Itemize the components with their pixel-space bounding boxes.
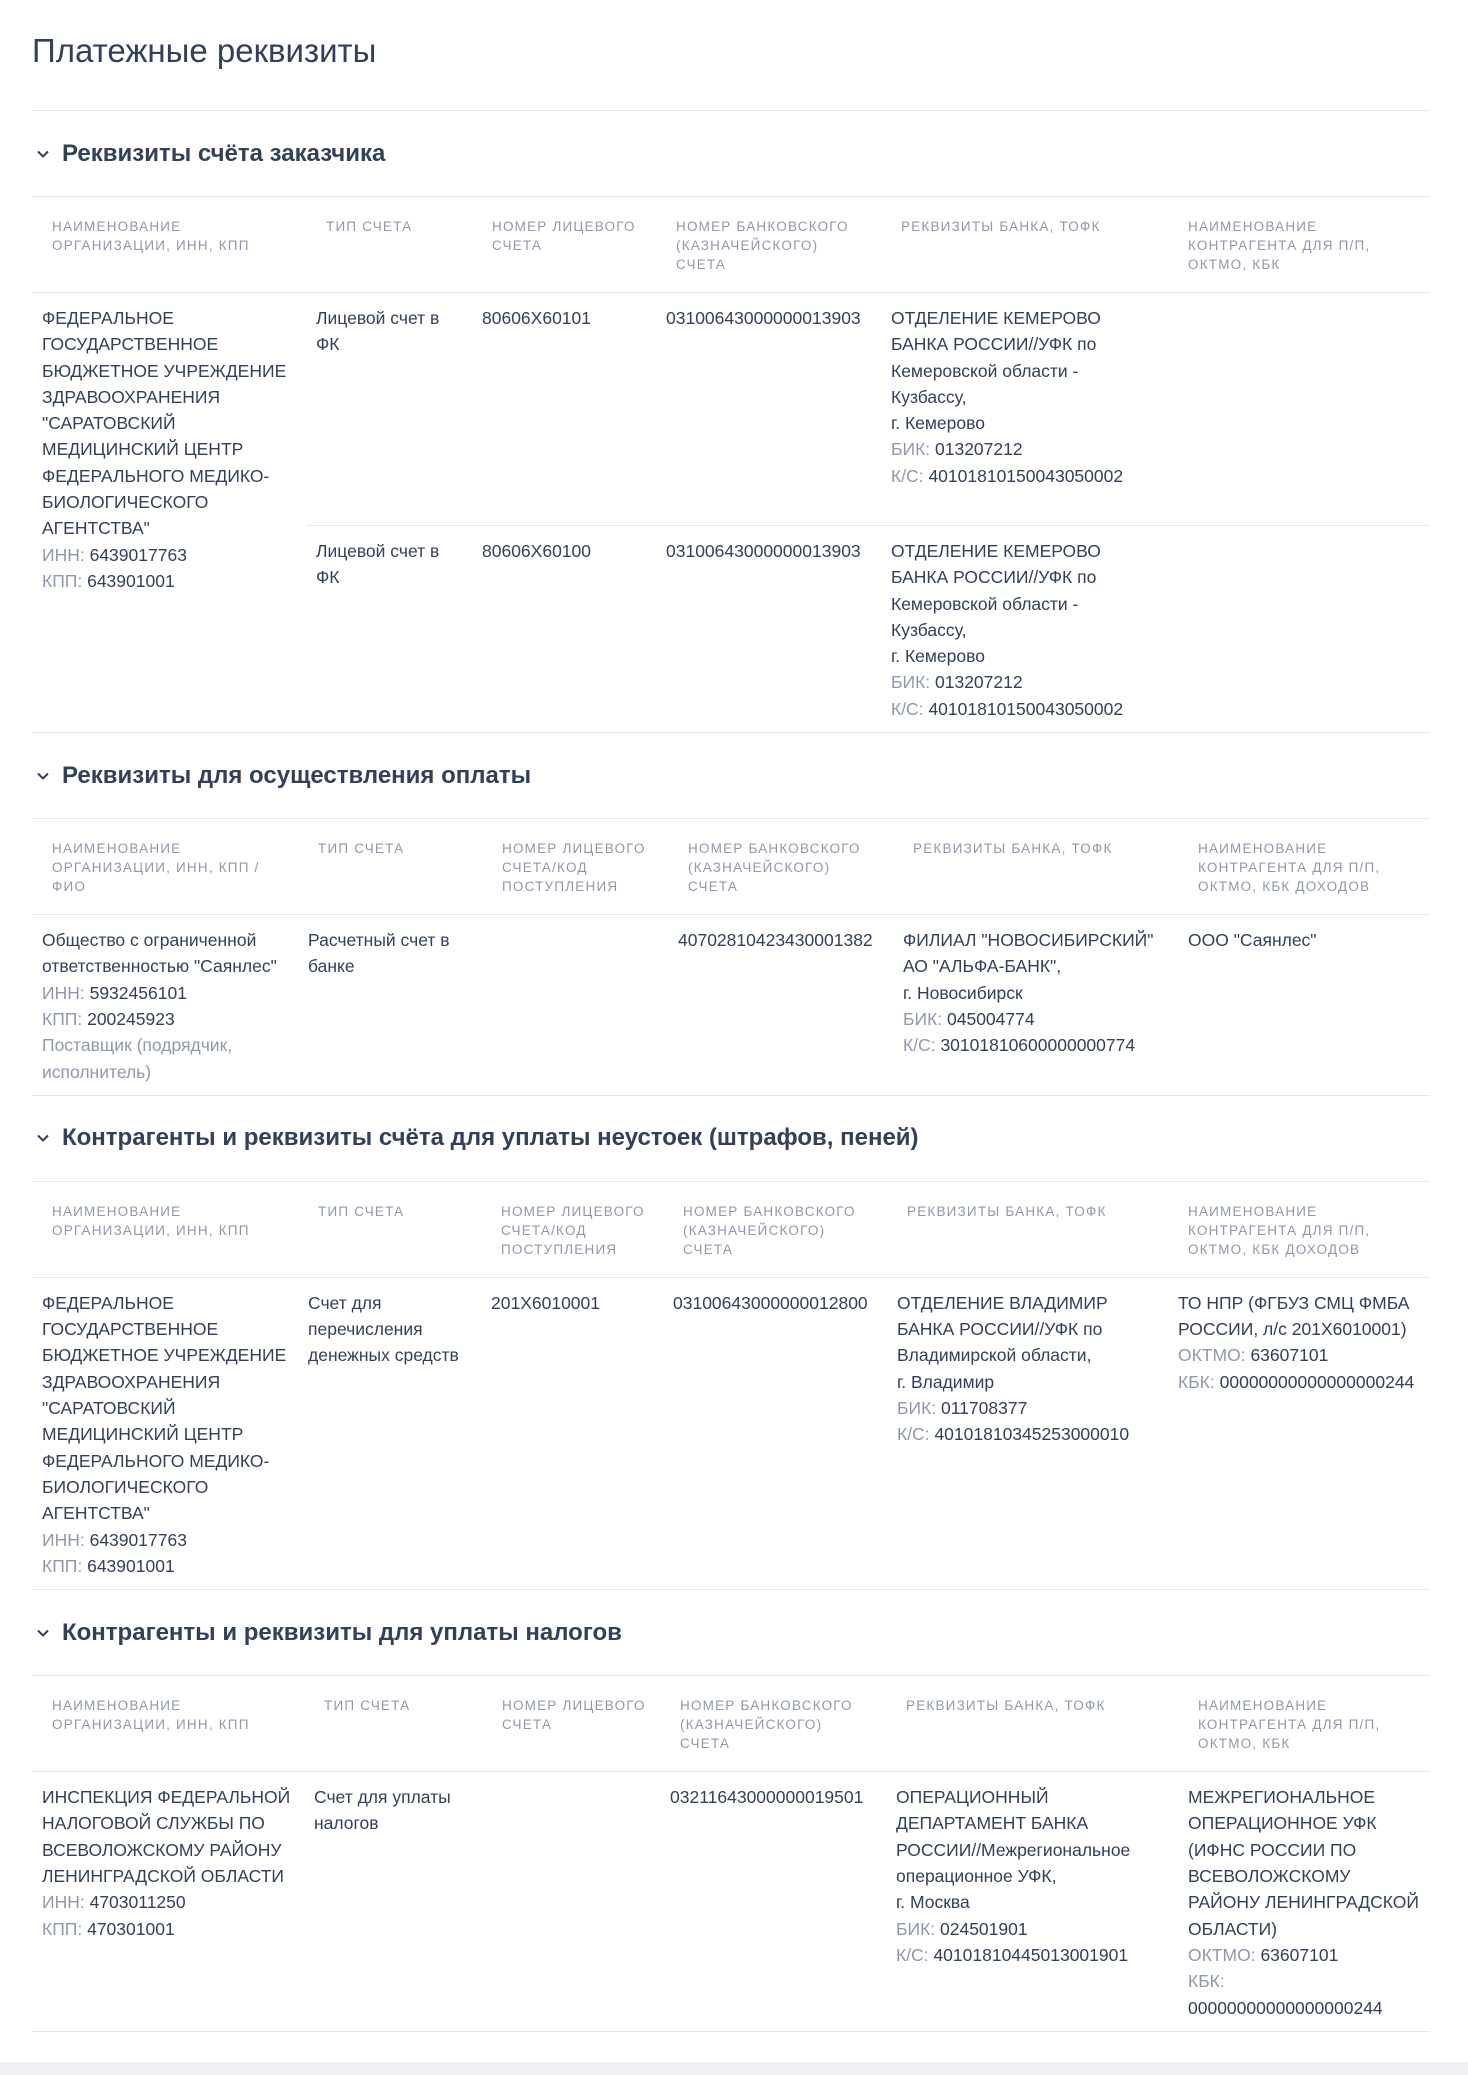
payment-details-page [32,0,1430,2032]
kpp-value: 643901001 [87,570,175,591]
chevron-down-icon[interactable] [32,765,54,787]
personal-account [482,915,668,1095]
counterparty-cell [1178,915,1430,1095]
column-header: РЕКВИЗИТЫ БАНКА, ТОФК [881,197,1168,293]
column-header: НАИМЕНОВАНИЕ КОНТРАГЕНТА ДЛЯ П/П, ОКТМО, КБК ДОХОДОВ [1178,819,1430,915]
column-header: НОМЕР ЛИЦЕВОГО СЧЕТА/КОД ПОСТУПЛЕНИЯ [482,819,668,915]
inn-label: ИНН: [42,982,85,1003]
kpp-value: 643901001 [87,1555,175,1576]
bank-name: ОПЕРАЦИОННЫЙ ДЕПАРТАМЕНТ БАНКА РОССИИ//Межрегиональное операционное УФК, [896,1787,1131,1887]
counterparty-cell [1178,1772,1430,2031]
column-header: НОМЕР БАНКОВСКОГО (КАЗНАЧЕЙСКОГО) СЧЕТА [668,819,893,915]
bik-value: 013207212 [935,672,1023,693]
account-type: Расчетный счет в банке [308,930,450,977]
bank-city: г. Кемерово [891,413,985,434]
table-row [32,1772,1430,2031]
bik-label: БИК: [903,1008,943,1029]
column-header: НОМЕР БАНКОВСКОГО (КАЗНАЧЕЙСКОГО) СЧЕТА [663,1182,887,1278]
details-table [32,1676,1430,2031]
section-header[interactable] [32,1096,1430,1182]
counterparty-name: ТО НПР (ФГБУЗ СМЦ ФМБА РОССИИ, л/с 201Х6010001) [1178,1292,1410,1340]
ks-value: 40101810445013001901 [933,1944,1129,1965]
details-table [32,197,1430,732]
inn-label: ИНН: [42,1892,85,1913]
footer-bar [0,2062,1468,2075]
personal-account: 80606Х60101 [482,308,591,328]
oktmo-label: ОКТМО: [1188,1944,1256,1965]
column-header: РЕКВИЗИТЫ БАНКА, ТОФК [886,1676,1178,1772]
ks-label: К/С: [903,1035,936,1056]
account-type: Счет для уплаты налогов [314,1787,451,1834]
ks-value: 30101810600000000774 [940,1035,1136,1056]
bik-label: БИК: [896,1918,936,1939]
oktmo-label: ОКТМО: [1178,1345,1246,1366]
column-header: НОМЕР ЛИЦЕВОГО СЧЕТА [482,1676,660,1772]
bik-value: 045004774 [947,1008,1035,1029]
column-header: НАИМЕНОВАНИЕ ОРГАНИЗАЦИИ, ИНН, КПП [32,1182,298,1278]
section-title: Контрагенты и реквизиты счёта для уплаты неустоек (штрафов, пеней) [62,1124,919,1152]
section-customer-account [32,111,1430,733]
counterparty-name: ООО "Саянлес" [1188,930,1317,951]
chevron-down-icon[interactable] [32,1127,54,1149]
oktmo-value: 63607101 [1260,1944,1339,1965]
section-header[interactable] [32,733,1430,819]
bik-label: БИК: [897,1398,937,1419]
org-name: ИНСПЕКЦИЯ ФЕДЕРАЛЬНОЙ НАЛОГОВОЙ СЛУЖБЫ ПО ВСЕВОЛОЖСКОМУ РАЙОНУ ЛЕНИНГРАДСКОЙ ОБЛАСТИ [42,1787,291,1887]
section-title: Реквизиты для осуществления оплаты [62,761,532,789]
org-cell [32,915,298,1095]
account-type: Счет для перечисления денежных средств [308,1292,459,1366]
personal-account [482,1772,660,2031]
kpp-label: КПП: [42,1918,83,1939]
ks-label: К/С: [891,698,924,719]
org-name: ФЕДЕРАЛЬНОЕ ГОСУДАРСТВЕННОЕ БЮДЖЕТНОЕ УЧРЕЖДЕНИЕ ЗДРАВООХРАНЕНИЯ "САРАТОВСКИЙ МЕДИЦИНСКИЙ ЦЕНТР ФЕДЕРАЛЬНОГО МЕДИКО-БИОЛОГИЧЕСКОГО АГЕНТСТВА" [42,308,287,539]
account-type: Лицевой счет в ФК [316,308,440,355]
personal-account: 80606Х60100 [472,526,656,733]
kbk-value: 00000000000000000244 [1219,1371,1415,1392]
inn-value: 5932456101 [89,982,187,1003]
bank-account: 03100643000000012800 [673,1292,868,1313]
bank-city: г. Москва [896,1892,970,1913]
bank-city: г. Владимир [897,1371,995,1392]
kpp-label: КПП: [42,570,83,591]
bik-value: 013207212 [935,439,1023,460]
counterparty-cell [1168,1277,1430,1589]
table-row [32,915,1430,1095]
kpp-label: КПП: [42,1008,83,1029]
kbk-label: КБК: [1188,1971,1225,1992]
bank-details [887,1277,1168,1589]
page-title: Платежные реквизиты [32,0,1430,111]
org-cell [32,1772,304,2031]
bank-details [886,1772,1178,2031]
section-title: Контрагенты и реквизиты для уплаты налогов [62,1618,622,1646]
inn-value: 6439017763 [89,544,187,565]
ks-label: К/С: [891,465,924,486]
inn-label: ИНН: [42,544,85,565]
section-penalties [32,1096,1430,1590]
ks-label: К/С: [897,1424,930,1445]
section-payment-details [32,733,1430,1096]
column-header: ТИП СЧЕТА [306,197,472,293]
kpp-label: КПП: [42,1555,83,1576]
bank-account: 03211643000000019501 [670,1787,864,1808]
section-header[interactable] [32,111,1430,197]
table-row [32,1277,1430,1589]
kbk-value: 00000000000000000244 [1188,1997,1383,2018]
personal-account: 201Х6010001 [491,1292,600,1313]
column-header: НАИМЕНОВАНИЕ ОРГАНИЗАЦИИ, ИНН, КПП [32,1676,304,1772]
details-table [32,819,1430,1095]
chevron-down-icon[interactable] [32,143,54,165]
column-header: ТИП СЧЕТА [298,1182,481,1278]
bank-details [881,293,1168,526]
section-header[interactable] [32,1590,1430,1676]
bank-details [881,526,1168,733]
bank-city: г. Кемерово [891,646,985,667]
bank-name: ОТДЕЛЕНИЕ ВЛАДИМИР БАНКА РОССИИ//УФК по Владимирской области, [897,1292,1108,1366]
kpp-value: 200245923 [87,1008,175,1029]
column-header: НАИМЕНОВАНИЕ КОНТРАГЕНТА ДЛЯ П/П, ОКТМО, КБК [1168,197,1430,293]
bank-name: ОТДЕЛЕНИЕ КЕМЕРОВО БАНКА РОССИИ//УФК по Кемеровской области - Кузбассу, [891,541,1101,640]
bank-account: 40702810423430001382 [678,930,873,951]
kpp-value: 470301001 [87,1918,175,1939]
column-header: НАИМЕНОВАНИЕ КОНТРАГЕНТА ДЛЯ П/П, ОКТМО, КБК [1178,1676,1430,1772]
bik-value: 011708377 [941,1398,1028,1419]
column-header: НАИМЕНОВАНИЕ ОРГАНИЗАЦИИ, ИНН, КПП [32,197,306,293]
org-role: Поставщик (подрядчик, исполнитель) [42,1035,233,1082]
org-cell [32,293,306,733]
column-header: РЕКВИЗИТЫ БАНКА, ТОФК [893,819,1178,915]
section-taxes [32,1590,1430,2032]
org-name: ФЕДЕРАЛЬНОЕ ГОСУДАРСТВЕННОЕ БЮДЖЕТНОЕ УЧРЕЖДЕНИЕ ЗДРАВООХРАНЕНИЯ "САРАТОВСКИЙ МЕДИЦИНСКИЙ ЦЕНТР ФЕДЕРАЛЬНОГО МЕДИКО-БИОЛОГИЧЕСКОГО АГЕНТСТВА" [42,1292,287,1524]
account-type: Лицевой счет в ФК [306,526,472,733]
column-header: ТИП СЧЕТА [298,819,482,915]
column-header: НАИМЕНОВАНИЕ КОНТРАГЕНТА ДЛЯ П/П, ОКТМО, КБК ДОХОДОВ [1168,1182,1430,1278]
org-cell [32,1277,298,1589]
counterparty-cell [1168,293,1430,526]
ks-value: 40101810150043050002 [928,698,1124,719]
ks-value: 40101810150043050002 [928,465,1124,486]
column-header: НОМЕР ЛИЦЕВОГО СЧЕТА [472,197,656,293]
ks-label: К/С: [896,1944,929,1965]
org-name: Общество с ограниченной ответственностью "Саянлес" [42,930,277,977]
column-header: ТИП СЧЕТА [304,1676,482,1772]
bik-label: БИК: [891,672,931,693]
bank-city: г. Новосибирск [903,982,1023,1003]
bank-account: 03100643000000013903 [666,308,861,328]
bank-name: ФИЛИАЛ "НОВОСИБИРСКИЙ" АО "АЛЬФА-БАНК", [903,930,1154,977]
inn-value: 6439017763 [89,1529,187,1550]
kbk-label: КБК: [1178,1371,1215,1392]
column-header: НОМЕР БАНКОВСКОГО (КАЗНАЧЕЙСКОГО) СЧЕТА [660,1676,886,1772]
column-header: НОМЕР ЛИЦЕВОГО СЧЕТА/КОД ПОСТУПЛЕНИЯ [481,1182,663,1278]
bank-name: ОТДЕЛЕНИЕ КЕМЕРОВО БАНКА РОССИИ//УФК по Кемеровской области - Кузбассу, [891,308,1101,407]
column-header: РЕКВИЗИТЫ БАНКА, ТОФК [887,1182,1168,1278]
bik-value: 024501901 [940,1918,1028,1939]
inn-value: 4703011250 [89,1892,186,1913]
oktmo-value: 63607101 [1250,1345,1329,1366]
counterparty-cell [1168,526,1430,733]
column-header: НАИМЕНОВАНИЕ ОРГАНИЗАЦИИ, ИНН, КПП / ФИО [32,819,298,915]
chevron-down-icon[interactable] [32,1622,54,1644]
bank-details [893,915,1178,1095]
column-header: НОМЕР БАНКОВСКОГО (КАЗНАЧЕЙСКОГО) СЧЕТА [656,197,881,293]
ks-value: 40101810345253000010 [934,1424,1130,1445]
inn-label: ИНН: [42,1529,85,1550]
counterparty-name: МЕЖРЕГИОНАЛЬНОЕ ОПЕРАЦИОННОЕ УФК (ИФНС РОССИИ ПО ВСЕВОЛОЖСКОМУ РАЙОНУ ЛЕНИНГРАДСКОЙ ОБЛАСТИ) [1188,1787,1419,1939]
bank-account: 03100643000000013903 [656,526,881,733]
bik-label: БИК: [891,439,931,460]
table-row [32,293,1430,526]
details-table [32,1182,1430,1589]
section-title: Реквизиты счёта заказчика [62,139,386,167]
